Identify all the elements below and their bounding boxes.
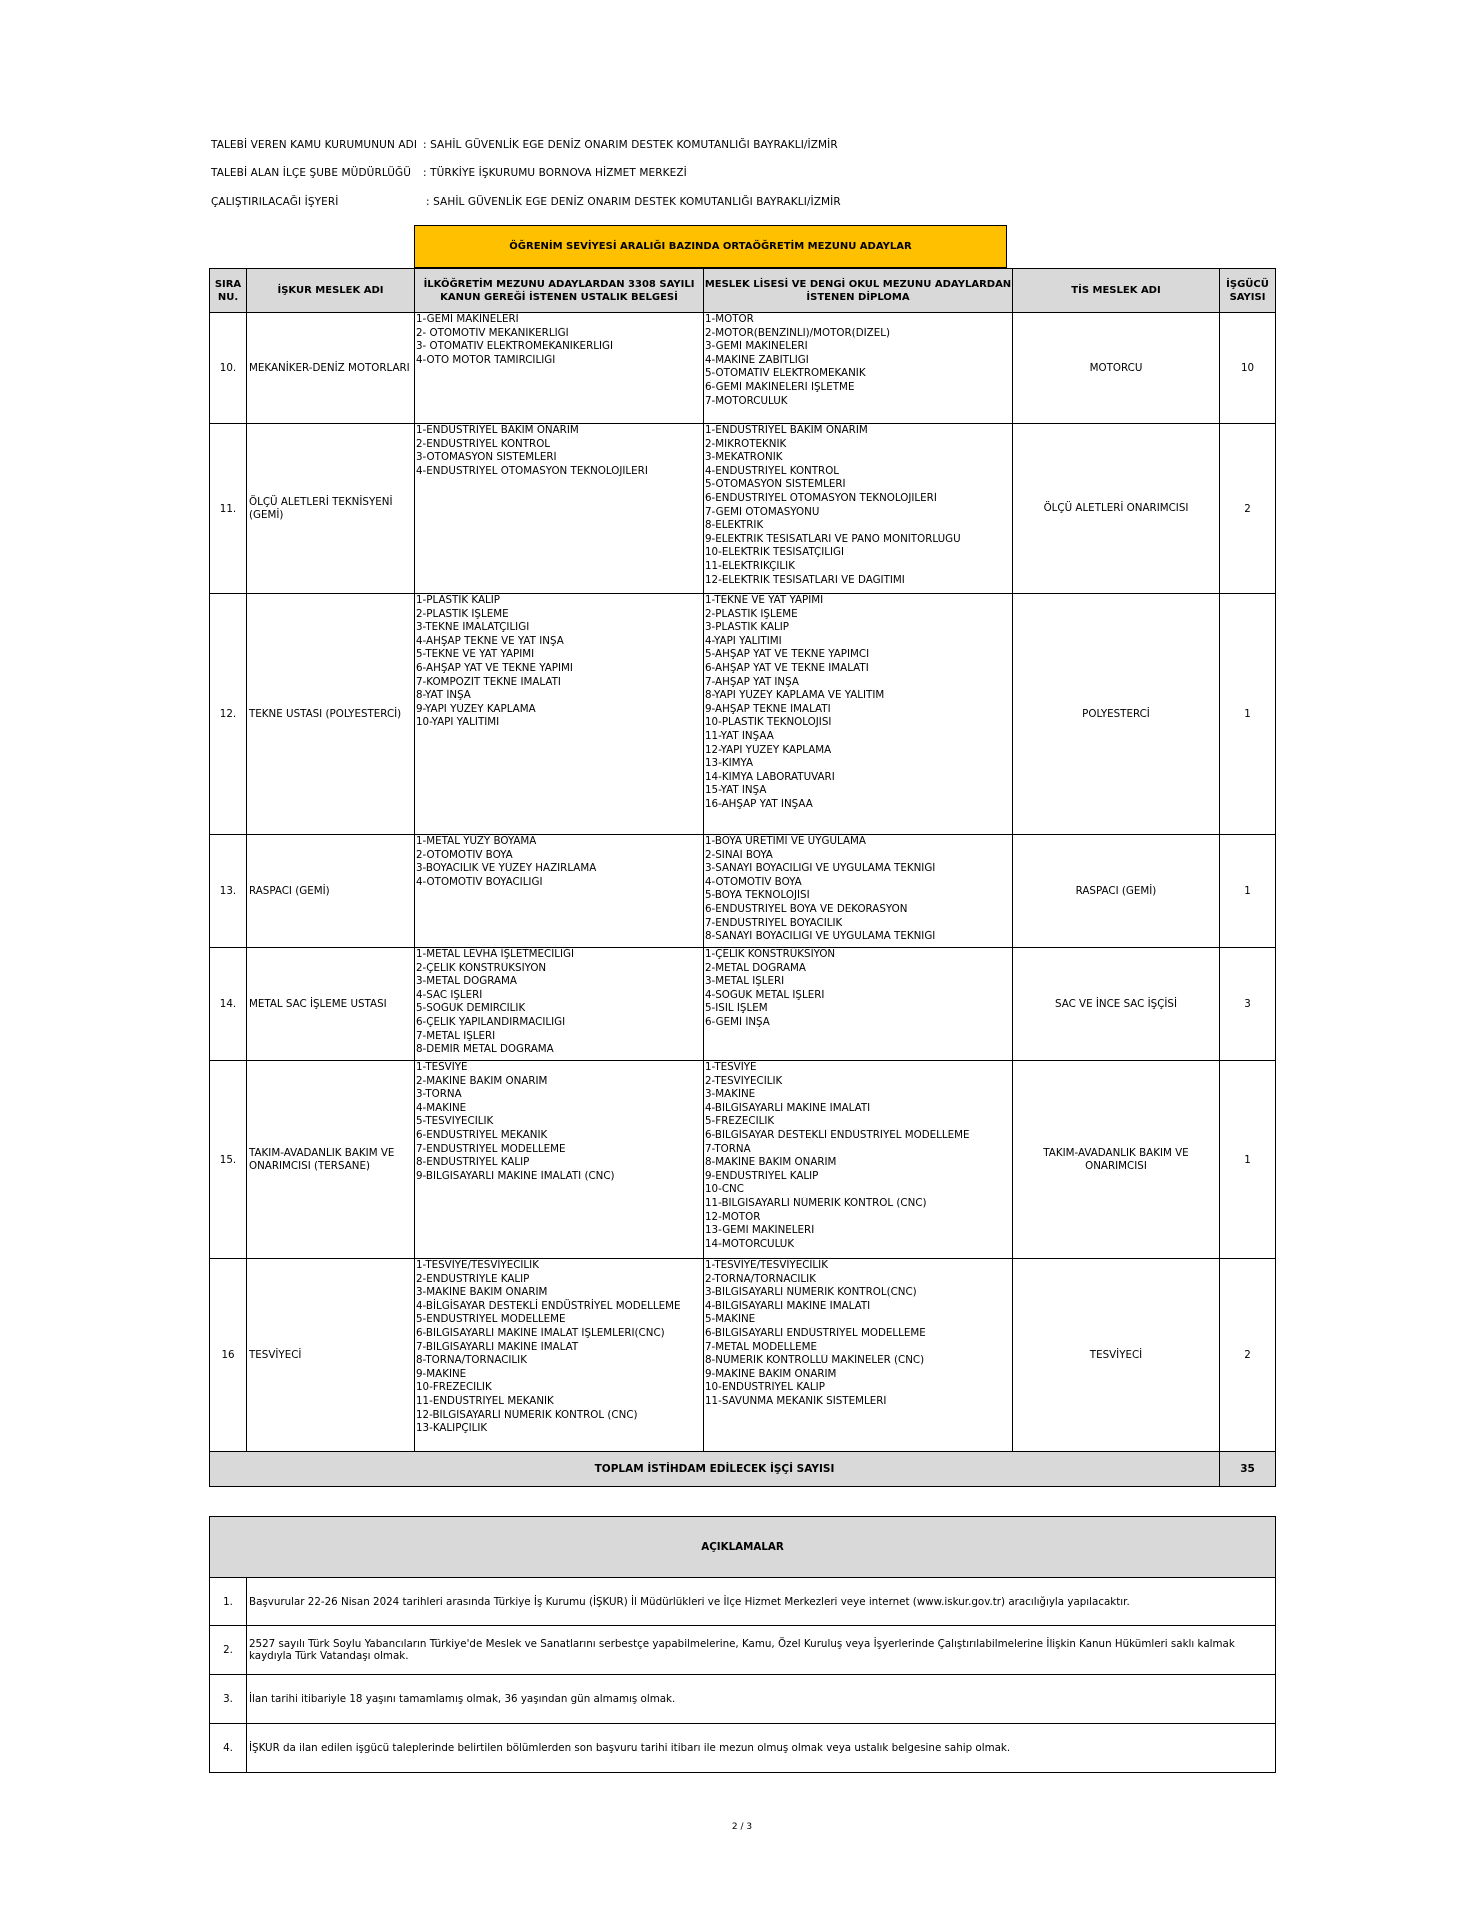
header-isyeri-label: ÇALIŞTIRILACAĞI İŞYERİ: [211, 196, 339, 208]
list-item: 4-BİLGİSAYARLI MAKİNE İMALATI: [705, 1299, 871, 1312]
list-item: 11-BİLGİSAYARLI NÜMERİK KONTROL (CNC): [705, 1196, 927, 1209]
explanation-row: [210, 1724, 1276, 1773]
list-item: 12-YAPI YÜZEY KAPLAMA: [705, 743, 832, 756]
explanation-text: İlan tarihi itibariyle 18 yaşını tamamlamış olmak, 36 yaşından gün almamış olmak.: [247, 1675, 1276, 1724]
list-item: 4-SOĞUK METAL İŞLERİ: [705, 988, 825, 1001]
diploma-list: [704, 313, 1013, 424]
list-item: 7-ENDÜSTRİYEL BOYACILIK: [705, 916, 843, 929]
list-item: 2-METAL DOĞRAMA: [705, 961, 806, 974]
list-item: 5-TESVİYECİLİK: [416, 1115, 494, 1128]
diploma-list: [704, 594, 1013, 835]
list-item: 3-BİLGİSAYARLI NÜMERİK KONTROL(CNC): [705, 1286, 917, 1299]
row-number: 14.: [210, 948, 247, 1061]
list-item: 2-TORNA/TORNACILIK: [705, 1272, 816, 1285]
list-item: 7-ENDÜSTRİYEL MODELLEME: [416, 1142, 566, 1155]
list-item: 1-GEMİ MAKİNELERİ: [416, 313, 519, 325]
col-meslek: İŞKUR MESLEK ADI: [247, 269, 415, 313]
workforce-count: 2: [1220, 1259, 1276, 1452]
list-item: 1-TESVİYE: [416, 1061, 468, 1073]
list-item: 5-MAKİNE: [705, 1313, 756, 1326]
certificate-list: [415, 835, 704, 948]
workforce-count: 10: [1220, 313, 1276, 424]
list-item: 6-BİLGİSAYARLI ENDÜSTRİYEL MODELLEME: [705, 1326, 926, 1339]
list-item: 4-ENDÜSTRİYEL OTOMASYON TEKNOLOJİLERİ: [416, 464, 648, 477]
explanation-number: 3.: [210, 1675, 247, 1724]
list-item: 3- OTOMATİV ELEKTROMEKANİKERLİĞİ: [416, 340, 614, 353]
iskur-occupation-name: TAKIM-AVADANLIK BAKIM VE ONARIMCISI (TERSANE): [247, 1061, 415, 1259]
list-item: 13-KALIPÇILIK: [416, 1422, 488, 1435]
list-item: 3-BOYACILIK VE YÜZEY HAZIRLAMA: [416, 862, 597, 875]
list-item: 4-SAC İŞLERİ: [416, 988, 483, 1001]
list-item: 3-PLASTİK KALIP: [705, 621, 789, 634]
list-item: 8-YAT İNŞA: [416, 689, 471, 702]
list-item: 2-OTOMOTİV BOYA: [416, 848, 513, 861]
list-item: 3-MEKATRONİK: [705, 451, 783, 464]
explanations-table: [209, 1516, 1276, 1773]
list-item: 2-MİKROTEKNİK: [705, 437, 787, 450]
certificate-list: [415, 424, 704, 594]
diploma-list: [704, 1061, 1013, 1259]
list-item: 1-MOTOR: [705, 313, 754, 325]
row-number: 16: [210, 1259, 247, 1452]
list-item: 12-MOTOR: [705, 1210, 761, 1223]
list-item: 6-AHŞAP YAT VE TEKNE İMALATI: [705, 661, 869, 674]
row-number: 11.: [210, 424, 247, 594]
list-item: 5-ISIL İŞLEM: [705, 1002, 768, 1015]
certificate-list: [415, 594, 704, 835]
list-item: 9-ENDÜSTRİYEL KALIP: [705, 1169, 819, 1182]
tis-occupation-name: RASPACI (GEMİ): [1013, 835, 1220, 948]
workforce-count: 1: [1220, 1061, 1276, 1259]
table-row: [210, 313, 1276, 424]
header-isyeri: [211, 196, 841, 208]
list-item: 6-AHŞAP YAT VE TEKNE YAPIMI: [416, 661, 573, 674]
list-item: 8-TORNA/TORNACILIK: [416, 1354, 527, 1367]
list-item: 1-ÇELİK KONSTRÜKSİYON: [705, 948, 836, 960]
diploma-list: [704, 835, 1013, 948]
explanation-text: İŞKUR da ilan edilen işgücü taleplerinde belirtilen bölümlerden son başvuru tarihi itibarı ile mezun olmuş olmak veya ustalık belgesine sahip olmak.: [247, 1724, 1276, 1773]
table-row: [210, 424, 1276, 594]
list-item: 3-MAKİNE: [705, 1088, 756, 1101]
total-label: TOPLAM İSTİHDAM EDİLECEK İŞÇİ SAYISI: [210, 1452, 1220, 1487]
explanations-title: AÇIKLAMALAR: [210, 1517, 1276, 1578]
diploma-list: [704, 948, 1013, 1061]
list-item: 2-PLASTİK İŞLEME: [416, 607, 509, 620]
education-level-banner: ÖĞRENİM SEVİYESİ ARALIĞI BAZINDA ORTAÖĞRETİM MEZUNU ADAYLAR: [414, 225, 1007, 268]
explanation-number: 4.: [210, 1724, 247, 1773]
list-item: 2-TESVİYECİLİK: [705, 1074, 783, 1087]
list-item: 6-ENDÜSTRİYEL OTOMASYON TEKNOLOJİLERİ: [705, 491, 937, 504]
iskur-occupation-name: RASPACI (GEMİ): [247, 835, 415, 948]
header-sube: [211, 167, 687, 179]
iskur-occupation-name: MEKANİKER-DENİZ MOTORLARI: [247, 313, 415, 424]
list-item: 9-BİLGİSAYARLI MAKİNE İMALATI (CNC): [416, 1169, 615, 1182]
list-item: 13-KİMYA: [705, 757, 754, 770]
list-item: 7-KOMPOZİT TEKNE İMALATI: [416, 675, 561, 688]
col-tis: TİS MESLEK ADI: [1013, 269, 1220, 313]
list-item: 3-SANAYİ BOYACILIĞI VE UYGULAMA TEKNİĞİ: [705, 862, 936, 875]
diploma-list: [704, 1259, 1013, 1452]
list-item: 5-FREZECİLİK: [705, 1115, 775, 1128]
list-item: 5-OTOMASYON SİSTEMLERİ: [705, 478, 846, 491]
list-item: 6-GEMİ İNŞA: [705, 1015, 770, 1028]
table-header-row: [210, 269, 1276, 313]
tis-occupation-name: SAC VE İNCE SAC İŞÇİSİ: [1013, 948, 1220, 1061]
table-row: [210, 1061, 1276, 1259]
list-item: 2-MOTOR(BENZİNLİ)/MOTOR(DİZEL): [705, 326, 890, 339]
list-item: 9-MAKİNE: [416, 1367, 467, 1380]
list-item: 1-BOYA ÜRETİMİ VE UYGULAMA: [705, 835, 866, 847]
list-item: 4-OTOMOTİV BOYA: [705, 875, 802, 888]
list-item: 7-GEMİ OTOMASYONU: [705, 505, 820, 518]
list-item: 1-TEKNE VE YAT YAPIMI: [705, 594, 824, 606]
list-item: 1-METAL LEVHA İŞLETMECİLİĞİ: [416, 948, 575, 960]
col-ilkogretim: İLKÖĞRETİM MEZUNU ADAYLARDAN 3308 SAYILI KANUN GEREĞİ İSTENEN USTALIK BELGESİ: [415, 269, 704, 313]
total-value: 35: [1220, 1452, 1276, 1487]
list-item: 10-YAPI YALITIMI: [416, 716, 500, 729]
list-item: 1-METAL YÜZY BOYAMA: [416, 835, 537, 847]
list-item: 4-AHŞAP TEKNE VE YAT İNŞA: [416, 634, 564, 647]
list-item: 3-GEMİ MAKİNELERİ: [705, 340, 808, 353]
iskur-occupation-name: TESVİYECİ: [247, 1259, 415, 1452]
list-item: 3-TEKNE İMALATÇILIĞI: [416, 621, 530, 634]
header-sube-label: TALEBİ ALAN İLÇE ŞUBE MÜDÜRLÜĞÜ: [211, 167, 412, 179]
list-item: 1-ENDÜSTRİYEL BAKIM ONARIM: [416, 424, 579, 436]
list-item: 8-SANAYİ BOYACILIĞI VE UYGULAMA TEKNİĞİ: [705, 930, 936, 943]
row-number: 10.: [210, 313, 247, 424]
list-item: 5-SOĞUK DEMİRCİLİK: [416, 1002, 526, 1015]
list-item: 3-METAL DOĞRAMA: [416, 975, 517, 988]
tis-occupation-name: TESVİYECİ: [1013, 1259, 1220, 1452]
list-item: 9-AHŞAP TEKNE İMALATI: [705, 702, 831, 715]
table-row: [210, 1259, 1276, 1452]
workforce-count: 1: [1220, 594, 1276, 835]
tis-occupation-name: TAKIM-AVADANLIK BAKIM VE ONARIMCISI: [1013, 1061, 1220, 1259]
list-item: 14-KİMYA LABORATUVARI: [705, 770, 835, 783]
list-item: 4-OTOMOTİV BOYACILIĞI: [416, 875, 543, 888]
list-item: 3-TORNA: [416, 1088, 462, 1101]
page-number: 2 / 3: [731, 1822, 753, 1832]
list-item: 2-ENDÜSTRİYLE KALIP: [416, 1272, 530, 1285]
explanation-row: [210, 1675, 1276, 1724]
row-number: 12.: [210, 594, 247, 835]
certificate-list: [415, 948, 704, 1061]
list-item: 6-ENDÜSTRİYEL MEKANİK: [416, 1128, 548, 1141]
list-item: 1-TESVİYE/TESVİYECİLİK: [416, 1259, 539, 1271]
list-item: 11-YAT İNŞAA: [705, 729, 774, 742]
list-item: 8-DEMİR METAL DOĞRAMA: [416, 1043, 554, 1056]
list-item: 6-BİLGİSAYARLI MAKİNE İMALAT İŞLEMLERİ(CNC): [416, 1326, 665, 1339]
list-item: 8-NÜMERİK KONTROLLÜ MAKİNELER (CNC): [705, 1354, 925, 1367]
list-item: 6-BİLGİSAYAR DESTEKLİ ENDÜSTRİYEL MODELLEME: [705, 1128, 970, 1141]
list-item: 10-ELEKTRİK TESİSATÇILIĞI: [705, 546, 845, 559]
list-item: 2-PLASTİK İŞLEME: [705, 607, 798, 620]
list-item: 8-MAKİNE BAKIM ONARIM: [705, 1156, 837, 1169]
iskur-occupation-name: TEKNE USTASI (POLYESTERCİ): [247, 594, 415, 835]
list-item: 12-BİLGİSAYARLI NÜMERİK KONTROL (CNC): [416, 1408, 638, 1421]
list-item: 4-OTO MOTOR TAMİRCİLİĞİ: [416, 353, 556, 366]
list-item: 5-AHŞAP YAT VE TEKNE YAPIMCI: [705, 648, 870, 661]
explanation-text: Başvurular 22-26 Nisan 2024 tarihleri arasında Türkiye İş Kurumu (İŞKUR) İl Müdürlükleri ve İlçe Hizmet Merkezleri veye internet (www.iskur.gov.tr) aracılığıyla yapılacaktır.: [247, 1578, 1276, 1626]
list-item: 6-ENDÜSTRİYEL BOYA VE DEKORASYON: [705, 902, 908, 915]
explanation-number: 1.: [210, 1578, 247, 1626]
explanations-header-row: [210, 1517, 1276, 1578]
list-item: 1-TESVİYE/TESVİYECİLİK: [705, 1259, 828, 1271]
list-item: 9-MAKİNE BAKIM ONARIM: [705, 1367, 837, 1380]
explanation-text: 2527 sayılı Türk Soylu Yabancıların Türkiye'de Meslek ve Sanatlarını serbestçe yapabilmelerine, Kamu, Özel Kuruluş veya İşyerlerinde Çalıştırılabilmelerine İlişkin Kanun Hükümleri saklı kalmak kaydıyla Türk Vatandaşı olmak.: [247, 1626, 1276, 1675]
list-item: 15-YAT İNŞA: [705, 784, 767, 797]
col-sayi: İŞGÜCÜ SAYISI: [1220, 269, 1276, 313]
header-kurum: [211, 139, 838, 151]
list-item: 4-ENDÜSTRİYEL KONTROL: [705, 464, 840, 477]
col-sira: SIRA NU.: [210, 269, 247, 313]
workforce-count: 1: [1220, 835, 1276, 948]
list-item: 10-PLASTİK TEKNOLOJİSİ: [705, 716, 832, 729]
list-item: 4-BİLGİSAYAR DESTEKLİ ENDÜSTRİYEL MODELLEME: [416, 1299, 681, 1312]
list-item: 3-OTOMASYON SİSTEMLERİ: [416, 451, 557, 464]
table-row: [210, 835, 1276, 948]
workforce-count: 3: [1220, 948, 1276, 1061]
list-item: 5-ENDÜSTRİYEL MODELLEME: [416, 1313, 566, 1326]
total-row: [210, 1452, 1276, 1487]
list-item: 1-PLASTİK KALIP: [416, 594, 500, 606]
list-item: 8-ELEKTRİK: [705, 519, 764, 532]
list-item: 9-YAPI YÜZEY KAPLAMA: [416, 702, 536, 715]
list-item: 4-BİLGİSAYARLI MAKİNE İMALATI: [705, 1101, 871, 1114]
list-item: 7-MOTORCULUK: [705, 394, 788, 407]
list-item: 5-TEKNE VE YAT YAPIMI: [416, 648, 535, 661]
list-item: 6-ÇELİK YAPILANDIRMACILIĞI: [416, 1015, 566, 1028]
list-item: 2-ÇELİK KONSTRÜKSİYON: [416, 961, 547, 974]
list-item: 5-OTOMATİV ELEKTROMEKANİK: [705, 367, 866, 380]
tis-occupation-name: POLYESTERCİ: [1013, 594, 1220, 835]
list-item: 1-TESVİYE: [705, 1061, 757, 1073]
tis-occupation-name: MOTORCU: [1013, 313, 1220, 424]
list-item: 2- OTOMOTİV MEKANİKERLİĞİ: [416, 326, 569, 339]
list-item: 11-ENDÜSTRİYEL MEKANİK: [416, 1394, 554, 1407]
workforce-count: 2: [1220, 424, 1276, 594]
list-item: 8-ENDÜSTRİYEL KALIP: [416, 1156, 530, 1169]
table-row: [210, 594, 1276, 835]
table-row: [210, 948, 1276, 1061]
row-number: 15.: [210, 1061, 247, 1259]
row-number: 13.: [210, 835, 247, 948]
list-item: 16-AHŞAP YAT İNŞAA: [705, 797, 813, 810]
list-item: 3-MAKİNE BAKIM ONARIM: [416, 1286, 548, 1299]
list-item: 5-BOYA TEKNOLOJİSİ: [705, 889, 810, 902]
occupation-table: [209, 268, 1276, 1487]
list-item: 14-MOTORCULUK: [705, 1237, 795, 1250]
diploma-list: [704, 424, 1013, 594]
list-item: 4-MAKİNE: [416, 1101, 467, 1114]
header-kurum-value: : SAHİL GÜVENLİK EGE DENİZ ONARIM DESTEK KOMUTANLIĞI BAYRAKLI/İZMİR: [423, 139, 838, 151]
list-item: 7-TORNA: [705, 1142, 751, 1155]
list-item: 11-ELEKTRİKÇİLİK: [705, 559, 795, 572]
iskur-occupation-name: ÖLÇÜ ALETLERİ TEKNİSYENİ (GEMİ): [247, 424, 415, 594]
list-item: 4-MAKİNE ZABİTLİĞİ: [705, 353, 809, 366]
list-item: 7-METAL İŞLERİ: [416, 1029, 496, 1042]
list-item: 7-AHŞAP YAT İNŞA: [705, 675, 799, 688]
list-item: 2-SINAİ BOYA: [705, 848, 773, 861]
list-item: 11-SAVUNMA MEKANİK SİSTEMLERİ: [705, 1394, 887, 1407]
list-item: 1-ENDÜSTRİYEL BAKIM ONARIM: [705, 424, 868, 436]
list-item: 8-YAPI YÜZEY KAPLAMA VE YALITIM: [705, 689, 885, 702]
tis-occupation-name: ÖLÇÜ ALETLERİ ONARIMCISI: [1013, 424, 1220, 594]
list-item: 6-GEMİ MAKİNELERİ İŞLETME: [705, 380, 855, 393]
certificate-list: [415, 1061, 704, 1259]
list-item: 12-ELEKTRİK TESİSATLARI VE DAĞITIMI: [705, 573, 905, 586]
list-item: 10-ENDÜSTRİYEL KALIP: [705, 1381, 825, 1394]
list-item: 10-CNC: [705, 1183, 744, 1196]
list-item: 2-ENDÜSTRİYEL KONTROL: [416, 437, 551, 450]
list-item: 4-YAPI YALITIMI: [705, 634, 782, 647]
explanation-number: 2.: [210, 1626, 247, 1675]
certificate-list: [415, 1259, 704, 1452]
explanation-row: [210, 1578, 1276, 1626]
list-item: 13-GEMİ MAKİNELERİ: [705, 1224, 815, 1237]
explanation-row: [210, 1626, 1276, 1675]
list-item: 3-METAL İŞLERİ: [705, 975, 785, 988]
list-item: 7-BİLGİSAYARLI MAKİNE İMALAT: [416, 1340, 579, 1353]
list-item: 9-ELEKTRİK TESİSATLARI VE PANO MONİTÖRLÜĞÜ: [705, 532, 961, 545]
col-lise: MESLEK LİSESİ VE DENGİ OKUL MEZUNU ADAYLARDAN İSTENEN DİPLOMA: [704, 269, 1013, 313]
list-item: 2-MAKİNE BAKIM ONARIM: [416, 1074, 548, 1087]
iskur-occupation-name: METAL SAC İŞLEME USTASI: [247, 948, 415, 1061]
header-sube-value: : TÜRKİYE İŞKURUMU BORNOVA HİZMET MERKEZİ: [423, 167, 687, 179]
list-item: 10-FREZECİLİK: [416, 1381, 492, 1394]
header-kurum-label: TALEBİ VEREN KAMU KURUMUNUN ADI: [211, 139, 418, 151]
certificate-list: [415, 313, 704, 424]
list-item: 7-METAL MODELLEME: [705, 1340, 817, 1353]
header-isyeri-value: : SAHİL GÜVENLİK EGE DENİZ ONARIM DESTEK KOMUTANLIĞI BAYRAKLI/İZMİR: [426, 196, 841, 208]
